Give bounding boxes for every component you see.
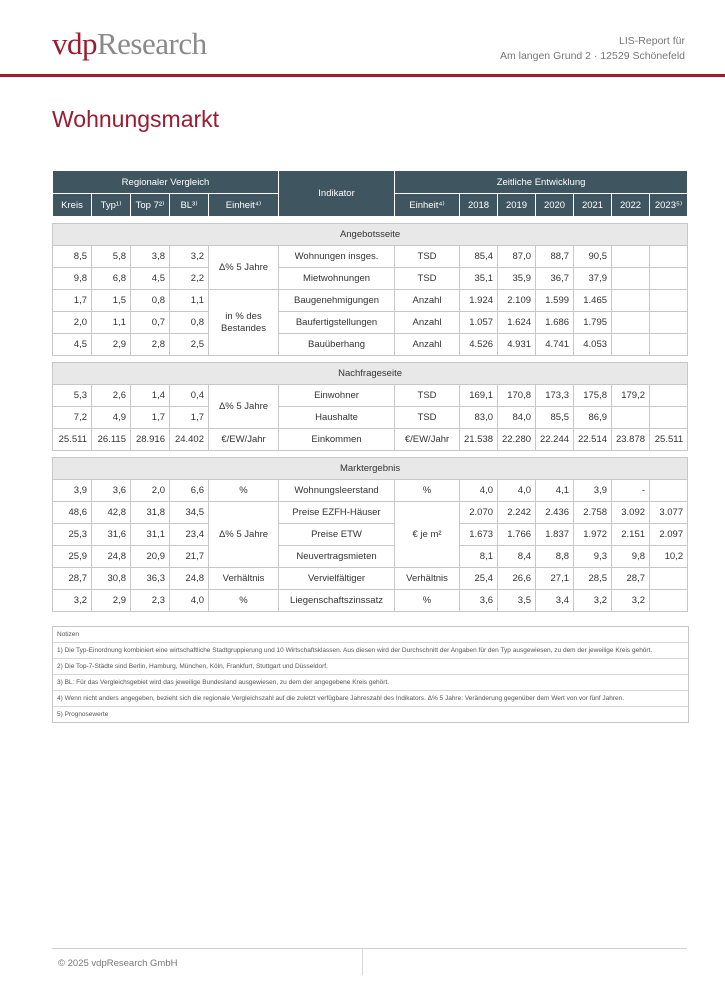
cell-bl: 0,4 [170, 385, 209, 407]
table-row [53, 502, 688, 524]
cell-year-2019: 35,9 [498, 268, 536, 290]
cell-kreis: 3,2 [53, 590, 92, 612]
cell-kreis: 25,3 [53, 524, 92, 546]
cell-year-2020: 4,1 [536, 480, 574, 502]
cell-top7: 36,3 [131, 568, 170, 590]
cell-kreis: 1,7 [53, 290, 92, 312]
cell-top7: 0,8 [131, 290, 170, 312]
cell-year-2022: - [612, 480, 650, 502]
cell-year-2021: 90,5 [574, 246, 612, 268]
notes-heading: Notizen [53, 627, 688, 643]
cell-year-2018: 3,6 [460, 590, 498, 612]
cell-kreis: 9,8 [53, 268, 92, 290]
cell-indikator: Liegenschaftszinssatz [279, 590, 395, 612]
cell-year-2020: 27,1 [536, 568, 574, 590]
cell-year-2023 [650, 568, 688, 590]
cell-einheit: Δ% 5 Jahre [209, 502, 279, 568]
table-body [53, 217, 688, 612]
cell-indikator: Einwohner [279, 385, 395, 407]
table-row [53, 524, 688, 546]
spacer-cell [53, 356, 688, 363]
cell-year-2018: 85,4 [460, 246, 498, 268]
cell-year-2018: 1.057 [460, 312, 498, 334]
cell-bl: 6,6 [170, 480, 209, 502]
housing-market-table [52, 170, 688, 612]
cell-top7: 2,0 [131, 480, 170, 502]
cell-indikator: Preise EZFH-Häuser [279, 502, 395, 524]
cell-typ: 5,8 [92, 246, 131, 268]
cell-year-2020: 3,4 [536, 590, 574, 612]
vdpresearch-logo: vdpResearch [52, 26, 207, 61]
cell-year-2021: 86,9 [574, 407, 612, 429]
col-year-2018: 2018 [460, 194, 498, 217]
cell-einheit-2: Verhältnis [395, 568, 460, 590]
spacer-cell [53, 217, 688, 224]
cell-year-2020: 4.741 [536, 334, 574, 356]
cell-einheit-2: TSD [395, 385, 460, 407]
cell-year-2022 [612, 246, 650, 268]
cell-kreis: 25,9 [53, 546, 92, 568]
report-address: Am langen Grund 2 · 12529 Schönefeld [499, 50, 685, 62]
section-title: Marktergebnis [53, 458, 688, 480]
table-row [53, 312, 688, 334]
cell-year-2020: 36,7 [536, 268, 574, 290]
cell-kreis: 4,5 [53, 334, 92, 356]
cell-year-2018: 4.526 [460, 334, 498, 356]
cell-year-2022 [612, 312, 650, 334]
col-top7: Top 7²⁾ [131, 194, 170, 217]
cell-top7: 3,8 [131, 246, 170, 268]
cell-year-2020: 1.686 [536, 312, 574, 334]
cell-top7: 31,1 [131, 524, 170, 546]
page-title: Wohnungsmarkt [52, 106, 220, 132]
cell-year-2019: 3,5 [498, 590, 536, 612]
note-4: 4) Wenn nicht anders angegeben, bezieht sich die regionale Vergleichszahl auf die zuletzt verfügbare Jahreszahl des Indikators. Δ% 5 Jahre: Veränderung gegenüber dem Wert von vor fünf Jahren. [53, 691, 688, 707]
cell-year-2019: 84,0 [498, 407, 536, 429]
col-kreis: Kreis [53, 194, 92, 217]
cell-year-2018: 169,1 [460, 385, 498, 407]
col-year-2021: 2021 [574, 194, 612, 217]
cell-top7: 4,5 [131, 268, 170, 290]
cell-einheit: % [209, 480, 279, 502]
table-row [53, 480, 688, 502]
page-footer [52, 948, 687, 975]
cell-year-2020: 88,7 [536, 246, 574, 268]
cell-indikator: Einkommen [279, 429, 395, 451]
spacer-cell [53, 451, 688, 458]
cell-kreis: 2,0 [53, 312, 92, 334]
cell-year-2021: 9,3 [574, 546, 612, 568]
cell-einheit: €/EW/Jahr [209, 429, 279, 451]
cell-year-2018: 4,0 [460, 480, 498, 502]
cell-top7: 1,7 [131, 407, 170, 429]
cell-bl: 1,7 [170, 407, 209, 429]
cell-bl: 2,5 [170, 334, 209, 356]
cell-einheit: Verhältnis [209, 568, 279, 590]
cell-top7: 20,9 [131, 546, 170, 568]
cell-year-2018: 35,1 [460, 268, 498, 290]
cell-year-2018: 83,0 [460, 407, 498, 429]
cell-typ: 1,5 [92, 290, 131, 312]
cell-typ: 3,6 [92, 480, 131, 502]
header-row-groups [53, 171, 688, 194]
cell-einheit-2: TSD [395, 268, 460, 290]
cell-year-2018: 21.538 [460, 429, 498, 451]
note-5: 5) Prognosewerte [57, 711, 109, 718]
cell-kreis: 5,3 [53, 385, 92, 407]
section-row [53, 224, 688, 246]
cell-year-2019: 87,0 [498, 246, 536, 268]
cell-year-2021: 22.514 [574, 429, 612, 451]
cell-kreis: 7,2 [53, 407, 92, 429]
cell-top7: 31,8 [131, 502, 170, 524]
table-row [53, 546, 688, 568]
cell-year-2020: 2.436 [536, 502, 574, 524]
cell-year-2022 [612, 290, 650, 312]
cell-bl: 34,5 [170, 502, 209, 524]
cell-bl: 24,8 [170, 568, 209, 590]
cell-year-2020: 8,8 [536, 546, 574, 568]
cell-typ: 2,9 [92, 590, 131, 612]
cell-indikator: Bauüberhang [279, 334, 395, 356]
cell-indikator: Baufertigstellungen [279, 312, 395, 334]
spacer-row [53, 451, 688, 458]
cell-indikator: Baugenehmigungen [279, 290, 395, 312]
copyright: © 2025 vdpResearch GmbH [58, 958, 178, 969]
table-row [53, 334, 688, 356]
cell-typ: 4,9 [92, 407, 131, 429]
cell-year-2022: 179,2 [612, 385, 650, 407]
cell-year-2018: 8,1 [460, 546, 498, 568]
cell-year-2021: 2.758 [574, 502, 612, 524]
cell-year-2021: 1.972 [574, 524, 612, 546]
cell-year-2023 [650, 290, 688, 312]
cell-top7: 1,4 [131, 385, 170, 407]
cell-year-2019: 1.624 [498, 312, 536, 334]
cell-year-2021: 3,2 [574, 590, 612, 612]
cell-einheit: % [209, 590, 279, 612]
cell-einheit-2: % [395, 480, 460, 502]
cell-year-2022: 23.878 [612, 429, 650, 451]
col-einheit-2: Einheit⁴⁾ [395, 194, 460, 217]
cell-year-2022: 3,2 [612, 590, 650, 612]
report-info [500, 34, 685, 64]
cell-year-2023: 2.097 [650, 524, 688, 546]
page-header [0, 0, 725, 77]
cell-year-2020: 22.244 [536, 429, 574, 451]
cell-year-2023 [650, 246, 688, 268]
cell-year-2023: 25.511 [650, 429, 688, 451]
cell-kreis: 48,6 [53, 502, 92, 524]
cell-einheit-2: TSD [395, 407, 460, 429]
cell-year-2023 [650, 268, 688, 290]
note-2: 2) Die Top-7-Städte sind Berlin, Hamburg, München, Köln, Frankfurt, Stuttgart und Düsseldorf. [53, 659, 688, 675]
section-row [53, 458, 688, 480]
spacer-row [53, 217, 688, 224]
col-year-2019: 2019 [498, 194, 536, 217]
cell-kreis: 3,9 [53, 480, 92, 502]
cell-year-2019: 1.766 [498, 524, 536, 546]
cell-top7: 28.916 [131, 429, 170, 451]
cell-einheit-2: Anzahl [395, 312, 460, 334]
section-title: Angebotsseite [53, 224, 688, 246]
cell-year-2022 [612, 334, 650, 356]
cell-top7: 2,8 [131, 334, 170, 356]
col-year-2023: 2023⁵⁾ [650, 194, 688, 217]
cell-year-2023 [650, 590, 688, 612]
cell-year-2019: 4.931 [498, 334, 536, 356]
cell-year-2021: 1.465 [574, 290, 612, 312]
cell-einheit-2: € je m² [395, 502, 460, 568]
col-year-2020: 2020 [536, 194, 574, 217]
cell-einheit: in % des Bestandes [209, 290, 279, 356]
cell-einheit-2: % [395, 590, 460, 612]
cell-typ: 2,6 [92, 385, 131, 407]
cell-bl: 24.402 [170, 429, 209, 451]
cell-indikator: Haushalte [279, 407, 395, 429]
cell-year-2023 [650, 334, 688, 356]
table-row [53, 246, 688, 268]
cell-bl: 2,2 [170, 268, 209, 290]
section-row [53, 363, 688, 385]
cell-bl: 21,7 [170, 546, 209, 568]
cell-year-2021: 3,9 [574, 480, 612, 502]
cell-top7: 2,3 [131, 590, 170, 612]
cell-indikator: Wohnungsleerstand [279, 480, 395, 502]
cell-kreis: 28,7 [53, 568, 92, 590]
cell-typ: 42,8 [92, 502, 131, 524]
cell-year-2022 [612, 268, 650, 290]
table-row [53, 268, 688, 290]
cell-typ: 26.115 [92, 429, 131, 451]
cell-kreis: 8,5 [53, 246, 92, 268]
cell-year-2018: 2.070 [460, 502, 498, 524]
table-row [53, 407, 688, 429]
table-row [53, 590, 688, 612]
cell-year-2019: 2.242 [498, 502, 536, 524]
cell-indikator: Mietwohnungen [279, 268, 395, 290]
cell-year-2021: 1.795 [574, 312, 612, 334]
cell-year-2019: 26,6 [498, 568, 536, 590]
cell-year-2021: 37,9 [574, 268, 612, 290]
cell-top7: 0,7 [131, 312, 170, 334]
cell-year-2022: 28,7 [612, 568, 650, 590]
cell-year-2023 [650, 312, 688, 334]
table-row [53, 568, 688, 590]
cell-bl: 0,8 [170, 312, 209, 334]
cell-year-2019: 8,4 [498, 546, 536, 568]
cell-year-2021: 4.053 [574, 334, 612, 356]
note-3: 3) BL: Für das Vergleichsgebiet wird das jeweilige Bundesland ausgewiesen, zu dem der angegebene Kreis gehört. [53, 675, 688, 691]
group-regional: Regionaler Vergleich [53, 171, 279, 194]
table-row [53, 385, 688, 407]
cell-indikator: Preise ETW [279, 524, 395, 546]
group-zeitlich: Zeitliche Entwicklung [395, 171, 688, 194]
cell-year-2023: 3.077 [650, 502, 688, 524]
cell-year-2022: 9,8 [612, 546, 650, 568]
col-year-2022: 2022 [612, 194, 650, 217]
cell-typ: 2,9 [92, 334, 131, 356]
cell-typ: 1,1 [92, 312, 131, 334]
footer-divider [362, 949, 363, 975]
spacer-row [53, 356, 688, 363]
cell-typ: 30,8 [92, 568, 131, 590]
cell-bl: 3,2 [170, 246, 209, 268]
report-title: LIS-Report für [619, 35, 685, 47]
cell-year-2019: 2.109 [498, 290, 536, 312]
cell-year-2021: 175,8 [574, 385, 612, 407]
cell-bl: 1,1 [170, 290, 209, 312]
cell-year-2022 [612, 407, 650, 429]
cell-year-2019: 4,0 [498, 480, 536, 502]
section-title: Nachfrageseite [53, 363, 688, 385]
cell-einheit: Δ% 5 Jahre [209, 385, 279, 429]
cell-typ: 31,6 [92, 524, 131, 546]
col-typ: Typ¹⁾ [92, 194, 131, 217]
cell-year-2023: 10,2 [650, 546, 688, 568]
cell-year-2019: 170,8 [498, 385, 536, 407]
cell-year-2022: 3.092 [612, 502, 650, 524]
cell-year-2020: 1.599 [536, 290, 574, 312]
cell-indikator: Vervielfältiger [279, 568, 395, 590]
cell-einheit-2: Anzahl [395, 334, 460, 356]
cell-kreis: 25.511 [53, 429, 92, 451]
cell-year-2020: 1.837 [536, 524, 574, 546]
cell-year-2018: 25,4 [460, 568, 498, 590]
col-einheit: Einheit⁴⁾ [209, 194, 279, 217]
cell-typ: 6,8 [92, 268, 131, 290]
cell-einheit-2: TSD [395, 246, 460, 268]
cell-einheit: Δ% 5 Jahre [209, 246, 279, 290]
cell-bl: 4,0 [170, 590, 209, 612]
cell-year-2023 [650, 385, 688, 407]
col-bl: BL³⁾ [170, 194, 209, 217]
cell-indikator: Wohnungen insges. [279, 246, 395, 268]
cell-year-2020: 85,5 [536, 407, 574, 429]
cell-year-2023 [650, 480, 688, 502]
cell-year-2021: 28,5 [574, 568, 612, 590]
cell-indikator: Neuvertragsmieten [279, 546, 395, 568]
cell-year-2019: 22.280 [498, 429, 536, 451]
group-indikator: Indikator [279, 171, 395, 217]
note-1: 1) Die Typ-Einordnung kombiniert eine wirtschaftliche Stadtgruppierung und 10 Wirtschaftsklassen. Aus diesen wird der Durchschnitt der Angaben für den Typ ausgewiesen, zu dem der jeweilige Kreis gehört. [53, 643, 688, 659]
cell-typ: 24,8 [92, 546, 131, 568]
table-row [53, 429, 688, 451]
cell-year-2018: 1.673 [460, 524, 498, 546]
table-row [53, 290, 688, 312]
cell-year-2018: 1.924 [460, 290, 498, 312]
cell-einheit-2: Anzahl [395, 290, 460, 312]
notes-box [52, 626, 689, 723]
cell-year-2020: 173,3 [536, 385, 574, 407]
cell-einheit-2: €/EW/Jahr [395, 429, 460, 451]
cell-year-2023 [650, 407, 688, 429]
cell-year-2022: 2.151 [612, 524, 650, 546]
cell-bl: 23,4 [170, 524, 209, 546]
